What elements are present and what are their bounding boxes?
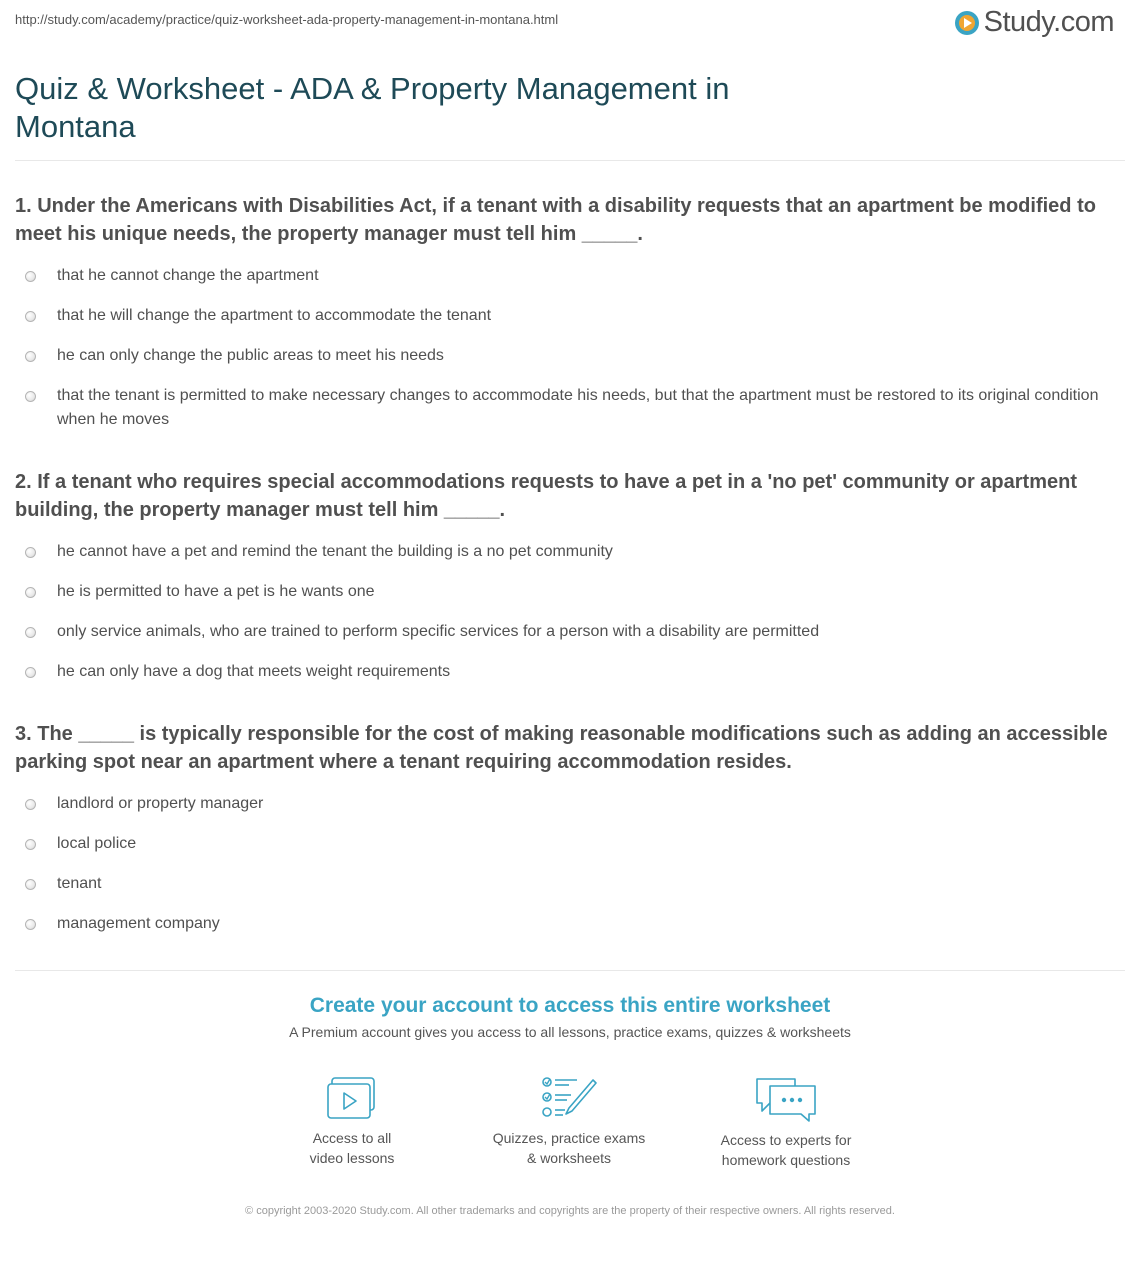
feature-experts — [696, 1076, 876, 1170]
radio-button[interactable] — [25, 547, 36, 558]
answer-option[interactable] — [15, 832, 1125, 856]
chat-bubbles-icon — [754, 1076, 818, 1122]
answer-text: he cannot have a pet and remind the tenant the building is a no pet community — [57, 543, 613, 560]
question-2-options — [15, 540, 1125, 700]
radio-button[interactable] — [25, 839, 36, 850]
answer-option[interactable] — [15, 580, 1125, 604]
radio-button[interactable] — [25, 799, 36, 810]
answer-option[interactable] — [15, 620, 1125, 644]
answer-text: he is permitted to have a pet is he wants one — [57, 583, 375, 600]
study-logo-icon — [954, 10, 980, 36]
answer-text: management company — [57, 915, 220, 932]
radio-button[interactable] — [25, 919, 36, 930]
answer-text: landlord or property manager — [57, 795, 264, 812]
answer-text: tenant — [57, 875, 102, 892]
question-3-options — [15, 792, 1125, 952]
answer-option[interactable] — [15, 264, 1125, 288]
feature-label-line1: Access to all — [312, 1130, 392, 1146]
radio-button[interactable] — [25, 879, 36, 890]
answer-option[interactable] — [15, 792, 1125, 816]
answer-text: local police — [57, 835, 137, 852]
answer-text: that he will change the apartment to accommodate the tenant — [57, 307, 492, 324]
answer-option[interactable] — [15, 344, 1125, 368]
feature-label-line1: Access to experts for — [720, 1132, 852, 1148]
answer-text: he can only change the public areas to meet his needs — [57, 347, 444, 364]
radio-button[interactable] — [25, 311, 36, 322]
radio-button[interactable] — [25, 587, 36, 598]
feature-video-lessons — [262, 1076, 442, 1168]
feature-label-line2: & worksheets — [526, 1150, 612, 1166]
divider — [15, 970, 1125, 971]
study-logo[interactable] — [954, 6, 1114, 39]
question-1-options — [15, 264, 1125, 448]
page-title: Quiz & Worksheet - ADA & Property Management in Montana — [15, 71, 730, 144]
radio-button[interactable] — [25, 627, 36, 638]
page-url: http://study.com/academy/practice/quiz-worksheet-ada-property-management-in-montana.html — [15, 12, 559, 27]
question-3: 3. The _____ is typically responsible for the cost of making reasonable modifications such as adding an accessible parking spot near an apartment where a tenant requiring accommodation resides. — [15, 723, 1108, 773]
answer-text: only service animals, who are trained to perform specific services for a person with a disability are permitted — [57, 623, 820, 640]
answer-option[interactable] — [15, 660, 1125, 684]
feature-label-line2: homework questions — [721, 1152, 851, 1168]
question-1: 1. Under the Americans with Disabilities Act, if a tenant with a disability requests that an apartment be modified to meet his unique needs, the property manager must tell him _____. — [15, 195, 1096, 245]
quiz-checklist-icon — [541, 1076, 597, 1120]
answer-option[interactable] — [15, 540, 1125, 564]
radio-button[interactable] — [25, 351, 36, 362]
copyright-text: © copyright 2003-2020 Study.com. All other trademarks and copyrights are the property of their respective owners. All rights reserved. — [245, 1205, 895, 1217]
feature-label-line1: Quizzes, practice exams — [492, 1130, 646, 1146]
question-2: 2. If a tenant who requires special accommodations requests to have a pet in a 'no pet' community or apartment building, the property manager must tell him _____. — [15, 471, 1077, 521]
feature-label-line2: video lessons — [309, 1150, 395, 1166]
answer-option[interactable] — [15, 304, 1125, 328]
divider — [15, 160, 1125, 161]
answer-option[interactable] — [15, 384, 1125, 432]
answer-option[interactable] — [15, 912, 1125, 936]
radio-button[interactable] — [25, 391, 36, 402]
logo-text: Study.com — [983, 6, 1114, 38]
radio-button[interactable] — [25, 667, 36, 678]
premium-description: A Premium account gives you access to all lessons, practice exams, quizzes & worksheets — [289, 1024, 851, 1040]
create-account-link[interactable]: Create your account to access this entire worksheet — [309, 994, 831, 1017]
answer-text: that he cannot change the apartment — [57, 267, 319, 284]
answer-text: that the tenant is permitted to make necessary changes to accommodate his needs, but that the apartment must be restored to its original condition when he moves — [57, 387, 1099, 428]
answer-option[interactable] — [15, 872, 1125, 896]
video-lessons-icon — [326, 1076, 378, 1120]
radio-button[interactable] — [25, 271, 36, 282]
answer-text: he can only have a dog that meets weight requirements — [57, 663, 451, 680]
feature-quizzes — [479, 1076, 659, 1168]
